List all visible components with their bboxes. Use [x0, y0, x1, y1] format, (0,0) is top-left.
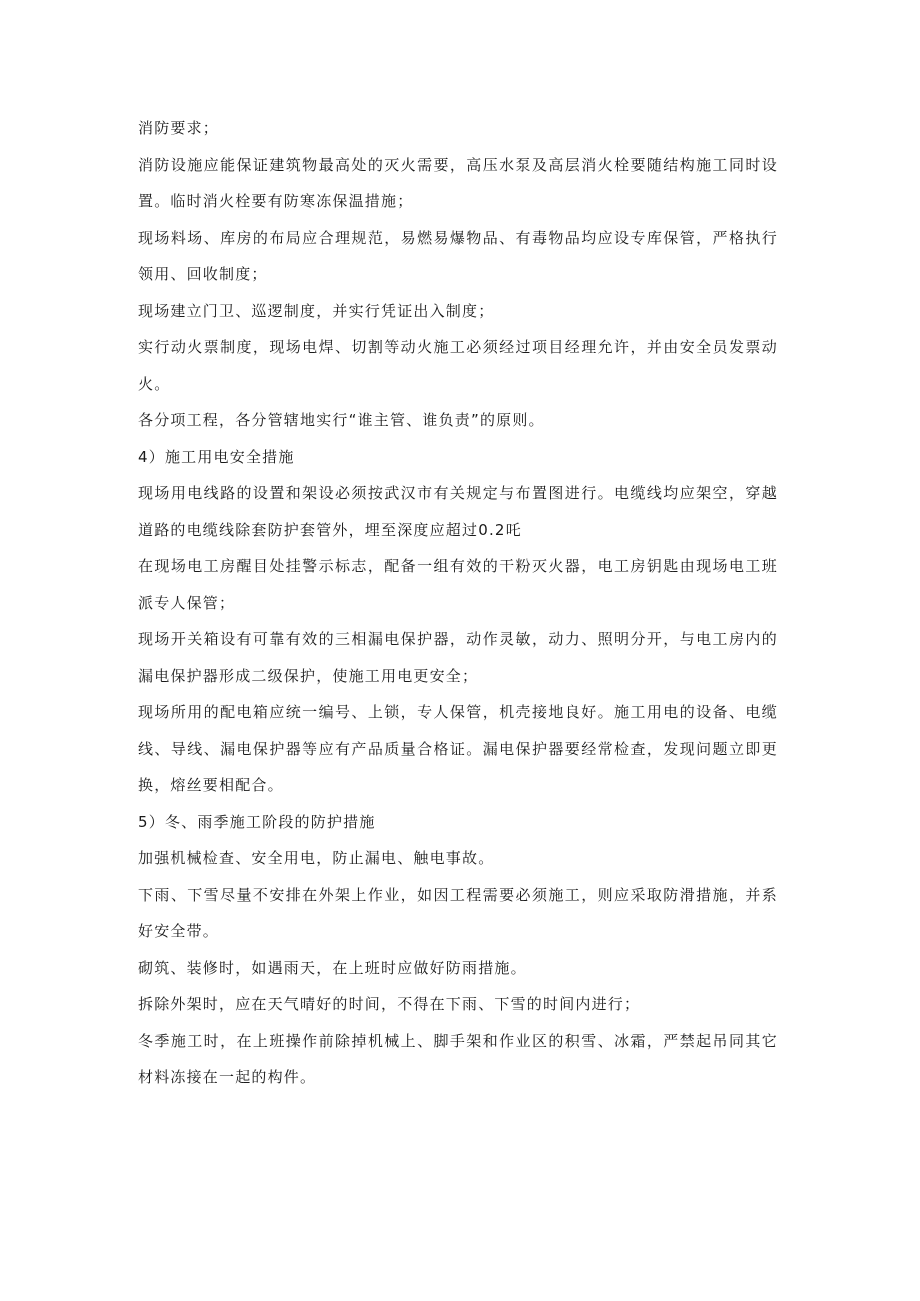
paragraph-electrician-room: 在现场电工房醒目处挂警示标志，配备一组有效的干粉灭火器，电工房钥匙由现场电工班派专人保管； — [138, 557, 778, 612]
paragraph-guard-patrol: 现场建立门卫、巡逻制度，并实行凭证出入制度； — [138, 301, 495, 320]
paragraph-responsibility: 各分项工程，各分管辖地实行“谁主管、谁负责”的原则。 — [138, 411, 545, 429]
paragraph-winter-construction: 冬季施工时，在上班操作前除掉机械上、脚手架和作业区的积雪、冰霜，严禁起吊同其它材料冻接在一起的构件。 — [138, 1031, 778, 1086]
paragraph-switch-box: 现场开关箱设有可靠有效的三相漏电保护器，动作灵敏，动力、照明分开，与电工房内的漏电保护器形成二级保护，使施工用电更安全； — [138, 630, 778, 685]
paragraph-power-lines: 现场用电线路的设置和架设必须按武汉市有关规定与布置图进行。电缆线均应架空，穿越道路的电缆线除套防护套管外，埋至深度应超过0.2吒 — [138, 484, 778, 539]
paragraph-fire-facilities: 消防设施应能保证建筑物最高处的灭火需要，高压水泵及高层消火栓要随结构施工同时设置。临时消火栓要有防寒冻保温措施； — [138, 155, 778, 210]
paragraph-fire-requirements: 消防要求； — [138, 119, 220, 137]
paragraph-storage-layout: 现场料场、库房的布局应合理规范，易燃易爆物品、有毒物品均应设专库保管，严格执行领用、回收制度； — [138, 228, 778, 283]
section-heading-winter-rain: 5）冬、雨季施工阶段的防护措施 — [138, 812, 376, 831]
paragraph-hot-work-permit: 实行动火票制度，现场电焊、切割等动火施工必须经过项目经理允许，并由安全员发票动火。 — [138, 338, 778, 393]
paragraph-scaffold-removal: 拆除外架时，应在天气晴好的时间，不得在下雨、下雪的时间内进行； — [138, 995, 641, 1013]
paragraph-distribution-box: 现场所用的配电箱应统一编号、上锁，专人保管，机壳接地良好。施工用电的设备、电缆线、导线、漏电保护器等应有产品质量合格证。漏电保护器要经常检查，发现问题立即更换，熔丝要相配合。 — [138, 703, 778, 794]
section-heading-electrical-safety: 4）施工用电安全措施 — [138, 447, 295, 466]
paragraph-masonry-rain: 砌筑、装修时，如遇雨天，在上班时应做好防雨措施。 — [138, 958, 527, 977]
paragraph-rain-snow-work: 下雨、下雪尽量不安排在外架上作业，如因工程需要必须施工，则应采取防滑措施，并系好安全带。 — [138, 885, 778, 940]
document-body — [138, 110, 778, 1096]
paragraph-machinery-check: 加强机械检查、安全用电，防止漏电、触电事故。 — [138, 849, 495, 867]
